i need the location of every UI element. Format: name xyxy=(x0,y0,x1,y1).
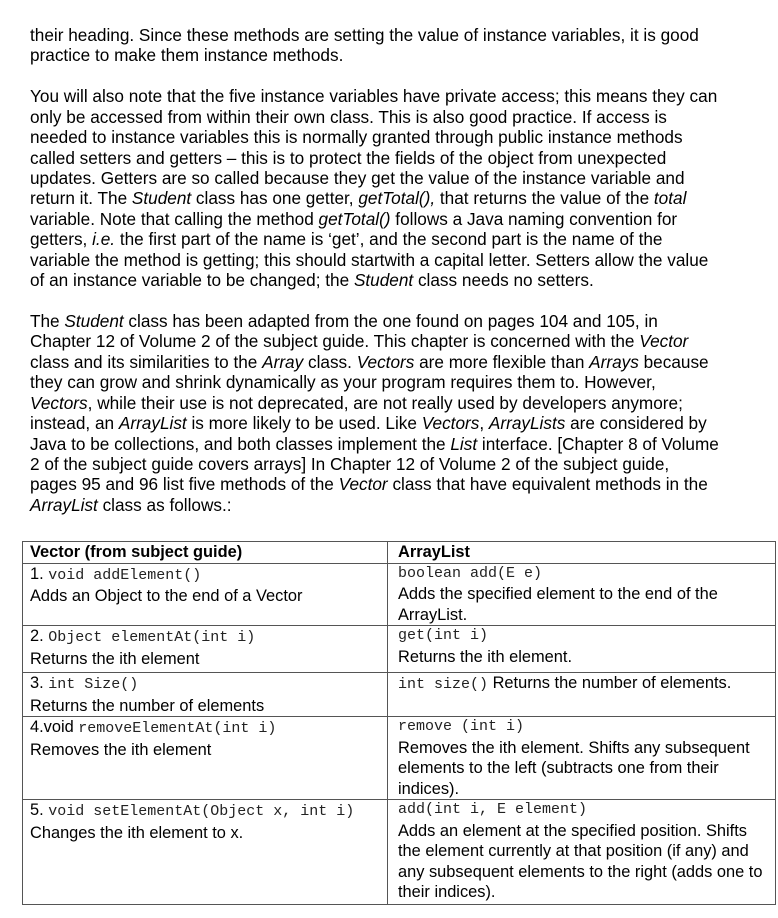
text-line xyxy=(30,352,770,372)
text-segment: Java to be collections, and both classes implement the xyxy=(30,433,451,454)
text-segment: only be accessed from within their own class. This is also good practice. If access is xyxy=(30,106,667,127)
text-line xyxy=(30,229,770,249)
emphasis-text: total xyxy=(653,188,687,209)
vector-method-signature: int Size() xyxy=(48,676,139,693)
emphasis-text: Student xyxy=(353,270,414,291)
text-segment: , xyxy=(479,413,489,434)
arraylist-method-description: Returns the ith element. xyxy=(398,647,573,666)
emphasis-text: Array xyxy=(262,351,304,372)
emphasis-text: ArrayLists xyxy=(488,413,566,434)
text-line xyxy=(30,209,770,229)
arraylist-method-signature: boolean add(E e) xyxy=(398,564,543,582)
emphasis-text: getTotal(), xyxy=(358,188,436,209)
header-arraylist: ArrayList xyxy=(388,542,776,564)
text-segment: they can grow and shrink dynamically as your program requires them to. However, xyxy=(30,372,656,393)
table-row xyxy=(23,673,776,717)
text-line xyxy=(30,25,770,45)
text-segment: class as follows.: xyxy=(97,494,232,515)
text-segment: interface. [Chapter 8 of Volume xyxy=(477,433,719,454)
arraylist-cell xyxy=(388,673,776,717)
paragraph xyxy=(30,25,770,66)
vector-method-description: Returns the ith element xyxy=(30,649,200,668)
text-segment: updates. Getters are so called because they get the value of the instance variable and xyxy=(30,168,685,189)
text-line xyxy=(30,372,770,392)
text-line xyxy=(30,250,770,270)
emphasis-text: Vectors xyxy=(30,392,88,413)
text-line xyxy=(30,393,770,413)
vector-method-signature: removeElementAt(int i) xyxy=(78,720,277,737)
table-row xyxy=(23,717,776,800)
emphasis-text: ArrayList xyxy=(118,413,187,434)
table-row xyxy=(23,800,776,905)
emphasis-text: Student xyxy=(131,188,192,209)
text-line xyxy=(30,495,770,515)
text-segment: the first part of the name is ‘get’, and the second part is the name of the xyxy=(115,229,663,250)
text-line xyxy=(30,45,770,65)
text-segment: of an instance variable to be changed; the xyxy=(30,270,354,291)
emphasis-text: i.e. xyxy=(92,229,116,250)
arraylist-method-signature: remove (int i) xyxy=(398,718,525,735)
text-line xyxy=(30,474,770,494)
text-segment: 2 of the subject guide covers arrays] In Chapter 12 of Volume 2 of the subject guide, xyxy=(30,453,670,474)
vector-cell xyxy=(23,717,388,800)
vector-arraylist-table xyxy=(22,541,776,905)
text-segment: their heading. Since these methods are setting the value of instance variables, it is good xyxy=(30,25,699,45)
text-line xyxy=(30,331,770,351)
text-line xyxy=(30,188,770,208)
arraylist-cell xyxy=(388,626,776,673)
emphasis-text: Vectors xyxy=(421,413,480,434)
text-segment: needed to instance variables this is normally granted through public instance methods xyxy=(30,127,683,148)
arraylist-method-description: Adds the specified element to the end of the ArrayList. xyxy=(398,585,718,624)
arraylist-method-signature: add(int i, E element) xyxy=(398,801,588,818)
header-vector: Vector (from subject guide) xyxy=(23,542,388,564)
text-segment: class has one getter, xyxy=(191,188,359,209)
vector-method-description: Changes the ith element to x. xyxy=(30,823,244,842)
vector-method-signature: Object elementAt(int i) xyxy=(48,629,256,646)
text-segment: that returns the value of the xyxy=(435,188,654,209)
arraylist-method-signature: get(int i) xyxy=(398,627,489,644)
item-number: 2. xyxy=(30,627,44,645)
text-line xyxy=(30,413,770,433)
text-segment: You will also note that the five instance variables have private access; this means they can xyxy=(30,86,718,107)
text-segment: class. xyxy=(303,351,357,372)
vector-cell xyxy=(23,626,388,673)
text-segment: follows a Java naming convention for xyxy=(390,208,678,229)
vector-method-signature: void setElementAt(Object x, int i) xyxy=(48,803,355,820)
item-number: 1. xyxy=(30,564,44,583)
text-segment: The xyxy=(30,311,65,332)
arraylist-cell xyxy=(388,563,776,626)
text-segment: getters, xyxy=(30,229,93,250)
text-line xyxy=(30,168,770,188)
vector-method-description: Adds an Object to the end of a Vector xyxy=(30,587,303,605)
item-number: 5. xyxy=(30,801,44,819)
item-number: 4. xyxy=(30,718,44,736)
text-segment: class that have equivalent methods in the xyxy=(387,474,708,495)
text-line xyxy=(30,311,770,331)
text-line xyxy=(30,454,770,474)
emphasis-text: List xyxy=(450,433,478,454)
text-line xyxy=(30,148,770,168)
text-segment: , while their use is not deprecated, are not really used by developers anymore; xyxy=(87,392,683,413)
arraylist-method-description: Removes the ith element. Shifts any subsequent elements to the left (subtracts one from their indices). xyxy=(398,738,750,798)
vector-method-description: Removes the ith element xyxy=(30,740,212,759)
text-segment: are considered by xyxy=(565,413,707,434)
vector-prefix: void xyxy=(43,718,79,736)
text-segment: class needs no setters. xyxy=(413,270,594,291)
text-segment: variable the method is getting; this should startwith a capital letter. Setters allow the value xyxy=(30,249,709,270)
table-row xyxy=(23,626,776,673)
paragraph xyxy=(30,311,770,515)
text-line xyxy=(30,270,770,290)
table-row xyxy=(23,563,776,626)
text-segment: called setters and getters – this is to protect the fields of the object from unexpected xyxy=(30,147,667,168)
emphasis-text: getTotal() xyxy=(318,208,391,229)
emphasis-text: Vectors xyxy=(356,351,415,372)
text-segment: Chapter 12 of Volume 2 of the subject guide. This chapter is concerned with the xyxy=(30,331,640,352)
text-segment: instead, an xyxy=(30,413,119,434)
item-number: 3. xyxy=(30,674,44,692)
text-segment: pages 95 and 96 list five methods of the xyxy=(30,474,339,495)
arraylist-method-signature: int size() xyxy=(398,676,489,693)
text-line xyxy=(30,434,770,454)
text-segment: is more likely to be used. Like xyxy=(186,413,422,434)
vector-cell xyxy=(23,673,388,717)
emphasis-text: Student xyxy=(64,311,124,332)
text-segment: class has been adapted from the one found on pages 104 and 105, in xyxy=(123,311,658,332)
text-line xyxy=(30,127,770,147)
text-segment: return it. The xyxy=(30,188,132,209)
emphasis-text: Arrays xyxy=(589,351,639,372)
document-body xyxy=(30,25,770,536)
emphasis-text: ArrayList xyxy=(30,494,98,515)
arraylist-method-description: Returns the number of elements. xyxy=(488,674,732,692)
arraylist-cell xyxy=(388,800,776,905)
arraylist-cell xyxy=(388,717,776,800)
text-segment: class and its similarities to the xyxy=(30,351,263,372)
arraylist-method-description: Adds an element at the specified position. Shifts the element currently at that position (if any) and any subsequent elements to the right (adds one to their indices). xyxy=(398,821,763,901)
text-line xyxy=(30,86,770,106)
text-line xyxy=(30,107,770,127)
vector-method-description: Returns the number of elements xyxy=(30,696,265,715)
text-segment: because xyxy=(638,351,709,372)
text-segment: are more flexible than xyxy=(414,351,590,372)
vector-cell xyxy=(23,800,388,905)
emphasis-text: Vector xyxy=(639,331,689,352)
emphasis-text: Vector xyxy=(338,474,388,495)
paragraph xyxy=(30,86,770,290)
text-segment: practice to make them instance methods. xyxy=(30,45,344,66)
table-header-row xyxy=(23,542,776,564)
text-segment: variable. Note that calling the method xyxy=(30,208,319,229)
vector-cell xyxy=(23,563,388,626)
vector-method-signature: void addElement() xyxy=(48,566,202,584)
